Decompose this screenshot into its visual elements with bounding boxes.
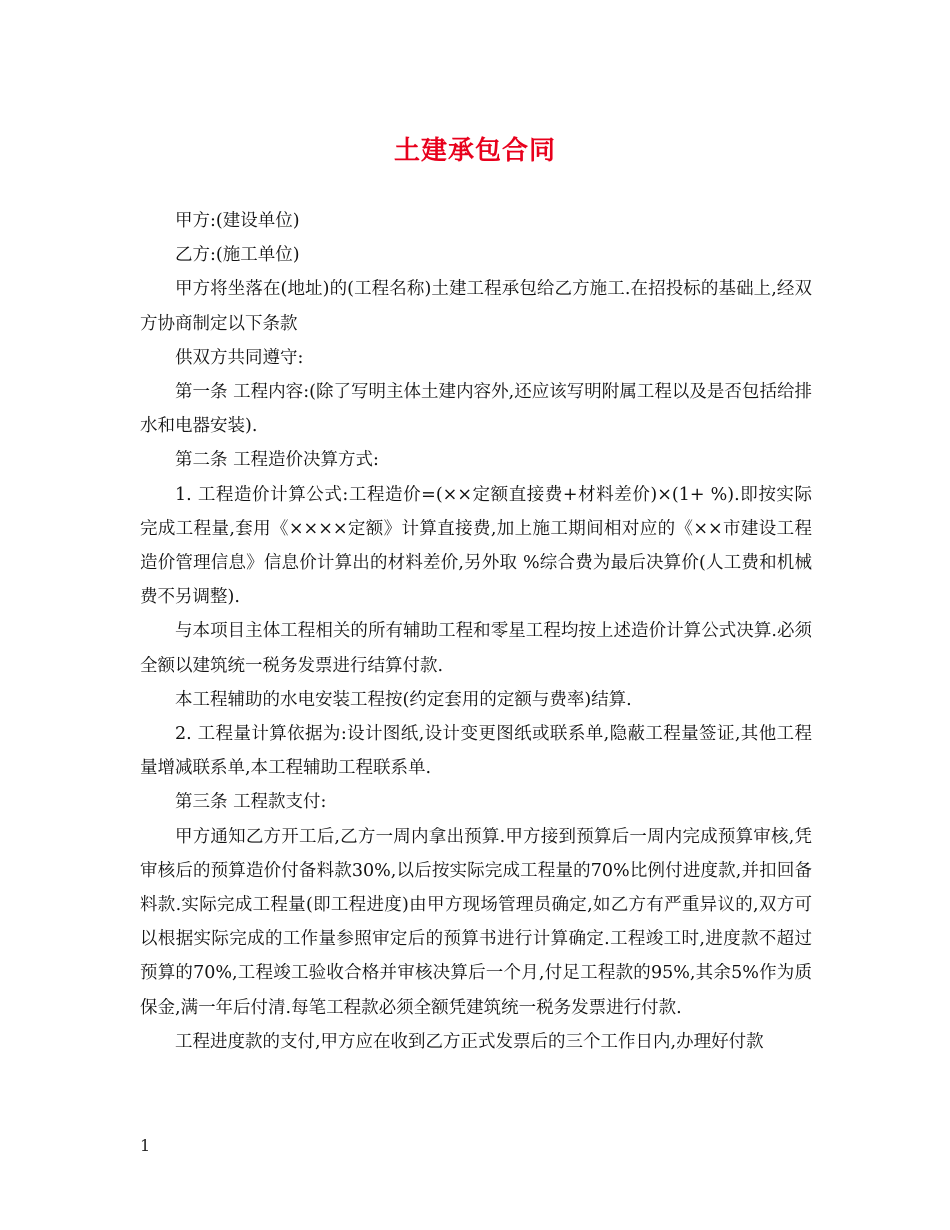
document-body — [140, 204, 812, 1059]
paragraph-article-3-heading: 第三条 工程款支付: — [175, 792, 327, 813]
paragraph-progress-payment: 工程进度款的支付,甲方应在收到乙方正式发票后的三个工作日内,办理好付款 — [175, 1031, 764, 1052]
paragraph-intro: 甲方将坐落在(地址)的(工程名称)土建工程承包给乙方施工.在招投标的基础上,经双方协商制定以下条款 — [140, 279, 812, 334]
paragraph-utility-installation: 本工程辅助的水电安装工程按(约定套用的定额与费率)结算. — [175, 689, 632, 710]
paragraph-article-2-item-1: 1. 工程造价计算公式:工程造价=(××定额直接费+材料差价)×(1+ %).即按实际完成工程量,套用《××××定额》计算直接费,加上施工期间相对应的《××市建设工程造价管理信息》信息价计算出的材料差价,另外取 %综合费为最后决算价(人工费和机械费不另调整). — [140, 484, 812, 608]
paragraph-article-1: 第一条 工程内容:(除了写明主体土建内容外,还应该写明附属工程以及是否包括给排水和电器安装). — [140, 382, 812, 437]
page-number: 1 — [140, 1136, 151, 1155]
paragraph-article-2-heading: 第二条 工程造价决算方式: — [175, 450, 379, 471]
paragraph-payment-terms: 甲方通知乙方开工后,乙方一周内拿出预算.甲方接到预算后一周内完成预算审核,凭审核后的预算造价付备料款30%,以后按实际完成工程量的70%比例付进度款,并扣回备料款.实际完成工程量(即工程进度)由甲方现场管理员确定,如乙方有严重异议的,双方可以根据实际完成的工作量参照审定后的预算书进行计算确定.工程竣工时,进度款不超过预算的70%,工程竣工验收合格并审核决算后一个月,付足工程款的95%,其余5%作为质保金,满一年后付清.每笔工程款必须全额凭建筑统一税务发票进行付款. — [140, 826, 812, 1018]
paragraph-auxiliary-works: 与本项目主体工程相关的所有辅助工程和零星工程均按上述造价计算公式决算.必须全额以建筑统一税务发票进行结算付款. — [140, 621, 812, 676]
paragraph-party-a: 甲方:(建设单位) — [175, 211, 300, 231]
paragraph-article-2-item-2: 2. 工程量计算依据为:设计图纸,设计变更图纸或联系单,隐蔽工程量签证,其他工程量增减联系单,本工程辅助工程联系单. — [140, 724, 812, 779]
paragraph-party-b: 乙方:(施工单位) — [175, 245, 300, 266]
paragraph-observe: 供双方共同遵守: — [175, 347, 304, 368]
document-title: 土建承包合同 — [393, 136, 556, 166]
